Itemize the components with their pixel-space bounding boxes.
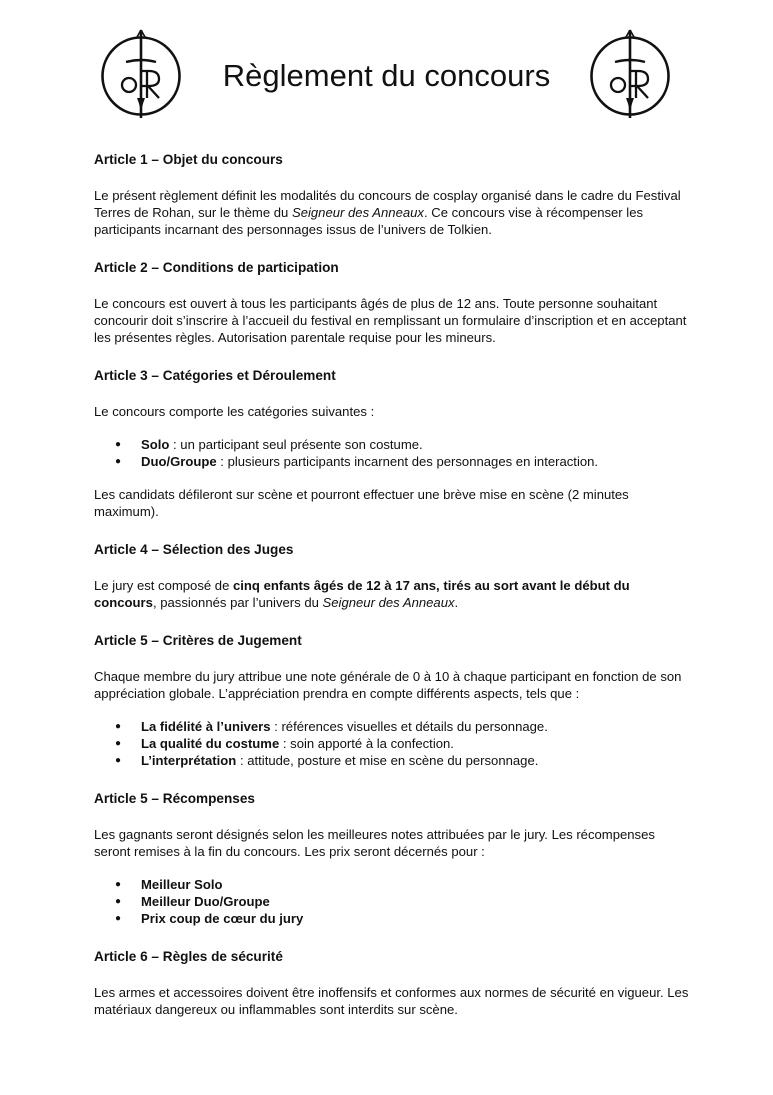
category-list [94, 436, 694, 470]
prize-list [94, 876, 694, 927]
article-paragraph: Le présent règlement définit les modalités du concours de cosplay organisé dans le cadre du Festival Terres de Rohan, sur le thème du Seigneur des Anneaux. Ce concours vise à récompenser les participants incarnant des personnages issus de l’univers de Tolkien. [94, 188, 681, 237]
article-paragraph: Le concours comporte les catégories suivantes : [94, 404, 375, 419]
page-title: Règlement du concours [222, 58, 551, 93]
article-4 [94, 540, 694, 611]
article-6 [94, 947, 694, 1018]
document-body [94, 150, 694, 1018]
article-paragraph: Le concours est ouvert à tous les participants âgés de plus de 12 ans. Toute personne souhaitant concourir doit s’inscrire à l’accueil du festival en remplissant un formulaire d’inscription et en acceptant les présentes règles. Autorisation parentale requise pour les mineurs. [94, 296, 687, 345]
article-1 [94, 150, 694, 238]
list-item: ● Prix coup de cœur du jury [94, 910, 694, 927]
article-heading: Article 5 – Récompenses [94, 791, 255, 806]
article-heading: Article 1 – Objet du concours [94, 152, 283, 167]
article-paragraph: Les gagnants seront désignés selon les meilleures notes attribuées par le jury. Les récompenses seront remises à la fin du concours. Les prix seront décernés pour : [94, 827, 655, 859]
list-item: ● Duo/Groupe : plusieurs participants incarnent des personnages en interaction. [94, 453, 694, 470]
article-5 [94, 631, 694, 769]
article-paragraph: Les candidats défileront sur scène et pourront effectuer une brève mise en scène (2 minutes maximum). [94, 487, 629, 519]
article-heading: Article 4 – Sélection des Juges [94, 542, 294, 557]
article-paragraph: Chaque membre du jury attribue une note générale de 0 à 10 à chaque participant en fonction de son appréciation globale. L’appréciation prendra en compte différents aspects, tels que : [94, 669, 682, 701]
criteria-list [94, 718, 694, 769]
article-3 [94, 366, 694, 520]
article-heading: Article 2 – Conditions de participation [94, 260, 339, 275]
article-paragraph: Les armes et accessoires doivent être inoffensifs et conformes aux normes de sécurité en vigueur. Les matériaux dangereux ou inflammables sont interdits sur scène. [94, 985, 689, 1017]
list-item: ● Solo : un participant seul présente son costume. [94, 436, 694, 453]
list-item: ● La qualité du costume : soin apporté à la confection. [94, 735, 694, 752]
article-heading: Article 5 – Critères de Jugement [94, 633, 302, 648]
list-item: ● Meilleur Duo/Groupe [94, 893, 694, 910]
list-item: ● Meilleur Solo [94, 876, 694, 893]
article-2 [94, 258, 694, 346]
article-heading: Article 6 – Règles de sécurité [94, 949, 283, 964]
article-heading: Article 3 – Catégories et Déroulement [94, 368, 336, 383]
article-5-rewards [94, 789, 694, 927]
list-item: ● La fidélité à l’univers : références visuelles et détails du personnage. [94, 718, 694, 735]
list-item: ● L’interprétation : attitude, posture et mise en scène du personnage. [94, 752, 694, 769]
article-paragraph: Le jury est composé de cinq enfants âgés de 12 à 17 ans, tirés au sort avant le début du concours, passionnés par l’univers du Seigneur des Anneaux. [94, 578, 630, 610]
